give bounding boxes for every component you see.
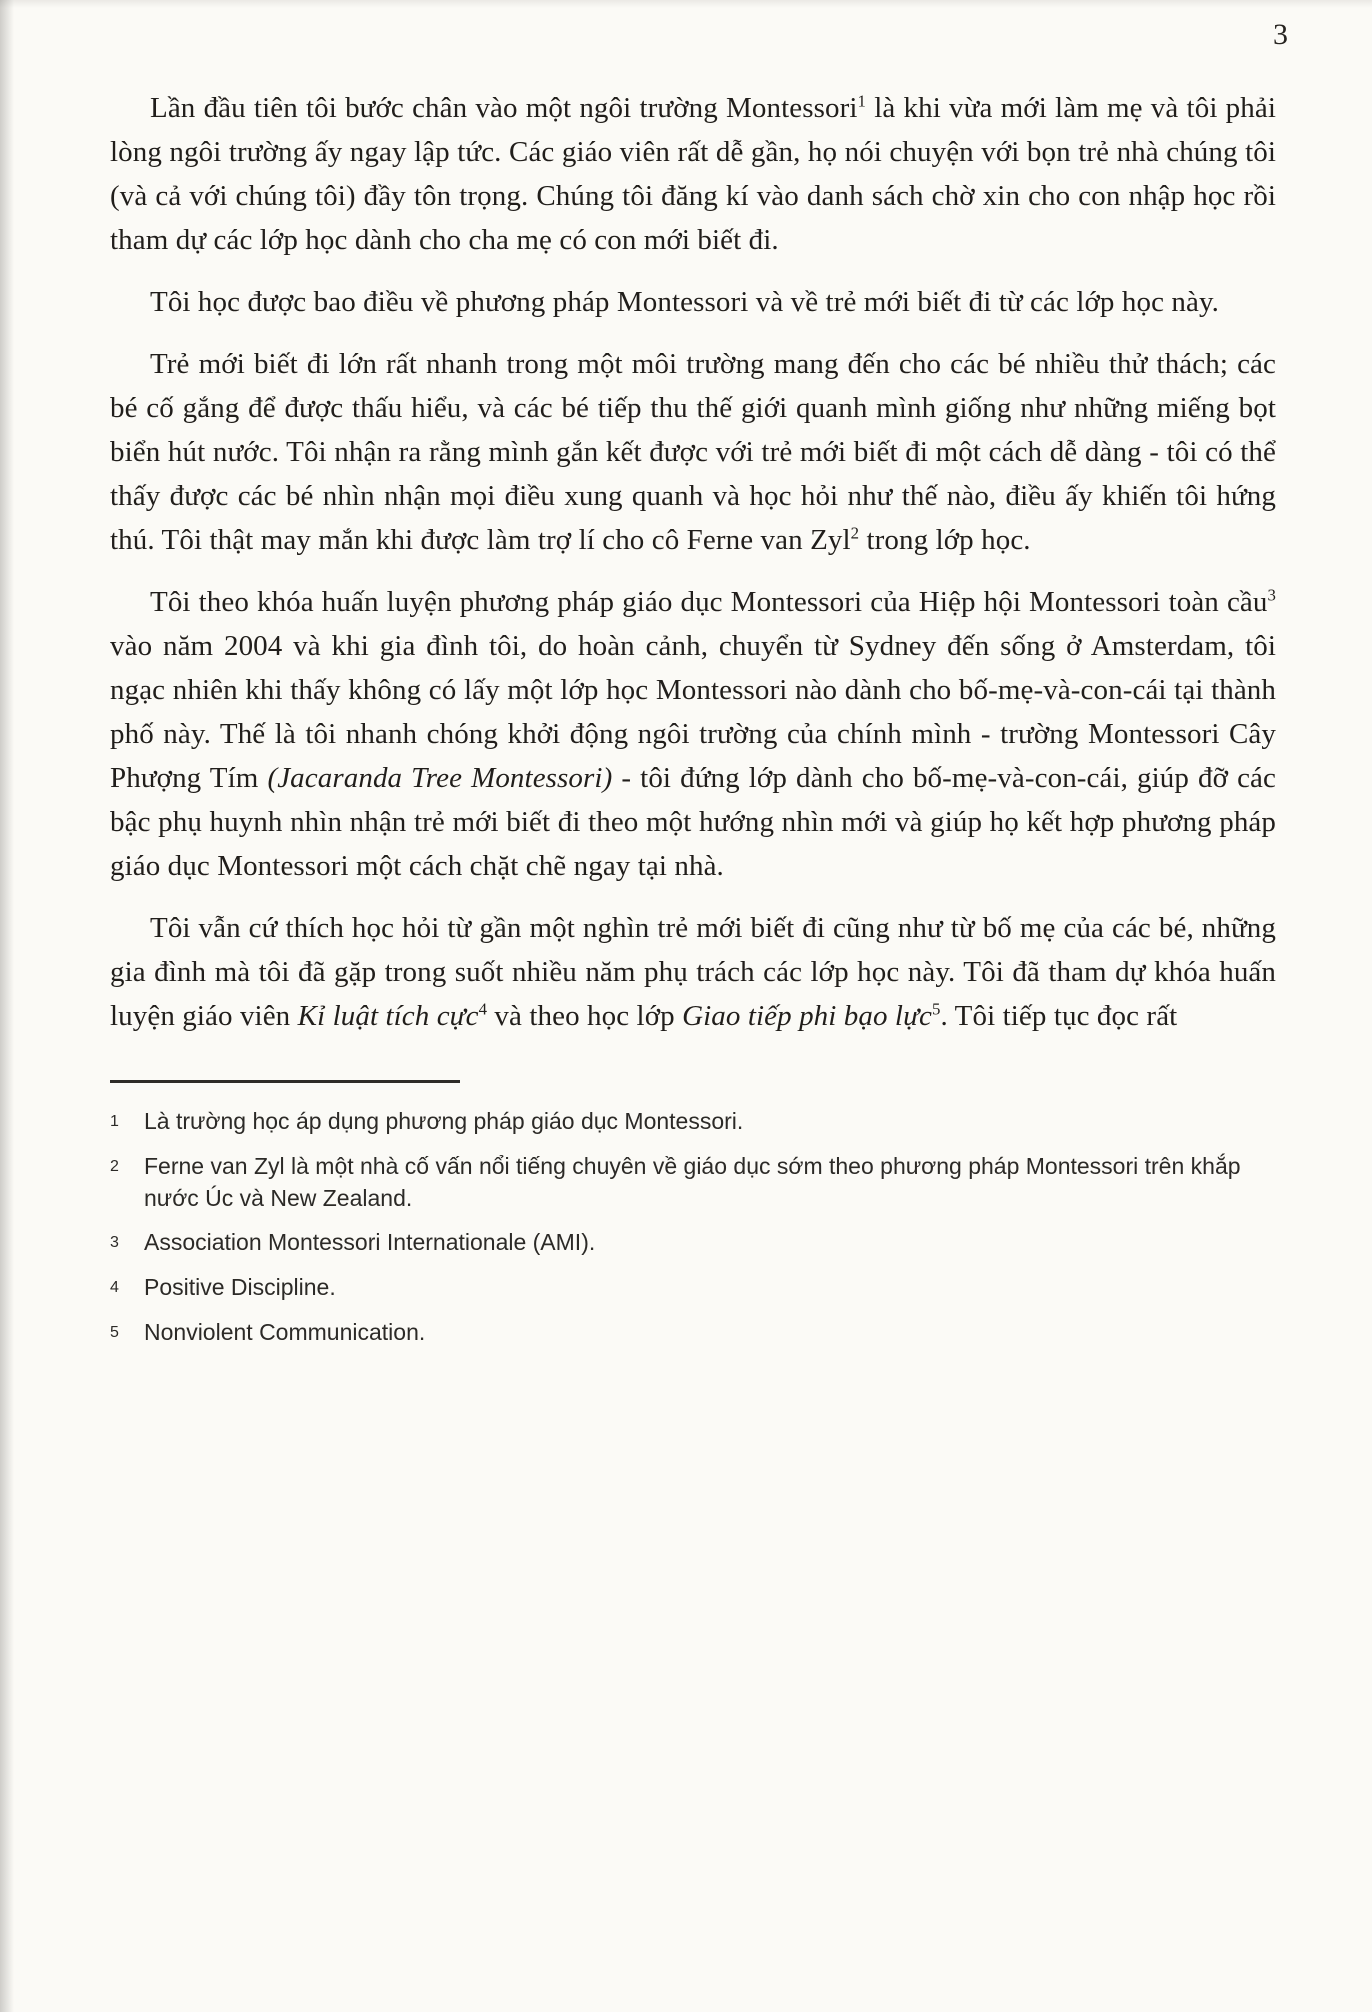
footnote-ref-1: 1 [857,91,867,111]
footnote-marker: 4 [110,1279,119,1296]
footnote-ref-4: 4 [478,999,488,1019]
footnote-text: Association Montessori Internationale (AMI). [144,1229,596,1255]
footnote-ref-3: 3 [1267,585,1276,605]
footnote-marker: 5 [110,1324,119,1341]
text-run: trong lớp học. [859,524,1031,556]
text-run: và theo học lớp [487,1000,683,1032]
text-run: Lần đầu tiên tôi bước chân vào một ngôi trường Montessori [150,92,858,124]
italic-text: Kỉ luật tích cực [297,1000,479,1032]
footnote-item-2 [110,1150,1276,1214]
footnote-item-3 [110,1226,1276,1259]
footnote-list [110,1105,1276,1349]
text-run: vào năm 2004 và khi gia đình tôi, do hoàn cảnh, chuyển từ Sydney đến sống ở Amsterdam, tôi ngạc nhiên khi thấy không có lấy một lớp học Montessori nào dành cho bố-mẹ-và-con-cái tại thành phố này. Thế là tôi nhanh chóng khởi động ngôi trường của chính mình - trường Montessori Cây Phượng Tím [110,630,1276,794]
footnote-item-4 [110,1271,1276,1304]
text-run: Tôi học được bao điều về phương pháp Montessori và về trẻ mới biết đi từ các lớp học này. [150,286,1220,318]
footnote-item-5 [110,1316,1276,1349]
paragraphs [110,86,1276,1038]
text-run: là khi vừa mới làm mẹ và tôi phải lòng ngôi trường ấy ngay lập tức. Các giáo viên rất dễ gần, họ nói chuyện với bọn trẻ nhà chúng tôi (và cả với chúng tôi) đầy tôn trọng. Chúng tôi đăng kí vào danh sách chờ xin cho con nhập học rồi tham dự các lớp học dành cho cha mẹ có con mới biết đi. [110,92,1276,256]
page-content [110,86,1276,1361]
paragraph-4 [110,580,1276,888]
text-run: - tôi đứng lớp dành cho bố-mẹ-và-con-cái, giúp đỡ các bậc phụ huynh nhìn nhận trẻ mới biết đi theo một hướng nhìn mới và giúp họ kết hợp phương pháp giáo dục Montessori một cách chặt chẽ ngay tại nhà. [110,762,1277,882]
footnote-text: Là trường học áp dụng phương pháp giáo dục Montessori. [144,1108,744,1134]
text-run: . Tôi tiếp tục đọc rất [940,1000,1178,1032]
italic-text: (Jacaranda Tree Montessori) [267,762,613,794]
footnote-text: Nonviolent Communication. [144,1319,426,1345]
footnote-marker: 2 [110,1158,119,1175]
paragraph-2 [110,280,1276,324]
footnotes-section [110,1080,1276,1349]
paragraph-5 [110,906,1276,1038]
footnote-ref-5: 5 [931,999,941,1019]
footnote-marker: 1 [110,1113,119,1130]
paragraph-1 [110,86,1276,262]
text-run: Tôi vẫn cứ thích học hỏi từ gần một nghìn trẻ mới biết đi cũng như từ bố mẹ của các bé, những gia đình mà tôi đã gặp trong suốt nhiều năm phụ trách các lớp học này. Tôi đã tham dự khóa huấn luyện giáo viên [110,912,1276,1032]
paragraph-3 [110,342,1276,562]
footnote-text: Ferne van Zyl là một nhà cố vấn nổi tiếng chuyên về giáo dục sớm theo phương pháp Montessori trên khắp nước Úc và New Zealand. [144,1153,1241,1211]
footnote-divider [110,1080,460,1083]
page-number: 3 [1273,18,1288,51]
text-run: Trẻ mới biết đi lớn rất nhanh trong một môi trường mang đến cho các bé nhiều thử thách; các bé cố gắng để được thấu hiểu, và các bé tiếp thu thế giới quanh mình giống như những miếng bọt biển hút nước. Tôi nhận ra rằng mình gắn kết được với trẻ mới biết đi một cách dễ dàng - tôi có thể thấy được các bé nhìn nhận mọi điều xung quanh và học hỏi như thế nào, điều ấy khiến tôi hứng thú. Tôi thật may mắn khi được làm trợ lí cho cô Ferne van Zyl [110,348,1276,556]
footnote-marker: 3 [110,1234,119,1251]
footnote-text: Positive Discipline. [144,1274,336,1300]
text-run: Tôi theo khóa huấn luyện phương pháp giáo dục Montessori của Hiệp hội Montessori toàn cầu [150,586,1268,618]
footnote-item-1 [110,1105,1276,1138]
footnote-ref-2: 2 [850,523,860,543]
italic-text: Giao tiếp phi bạo lực [682,1000,932,1032]
